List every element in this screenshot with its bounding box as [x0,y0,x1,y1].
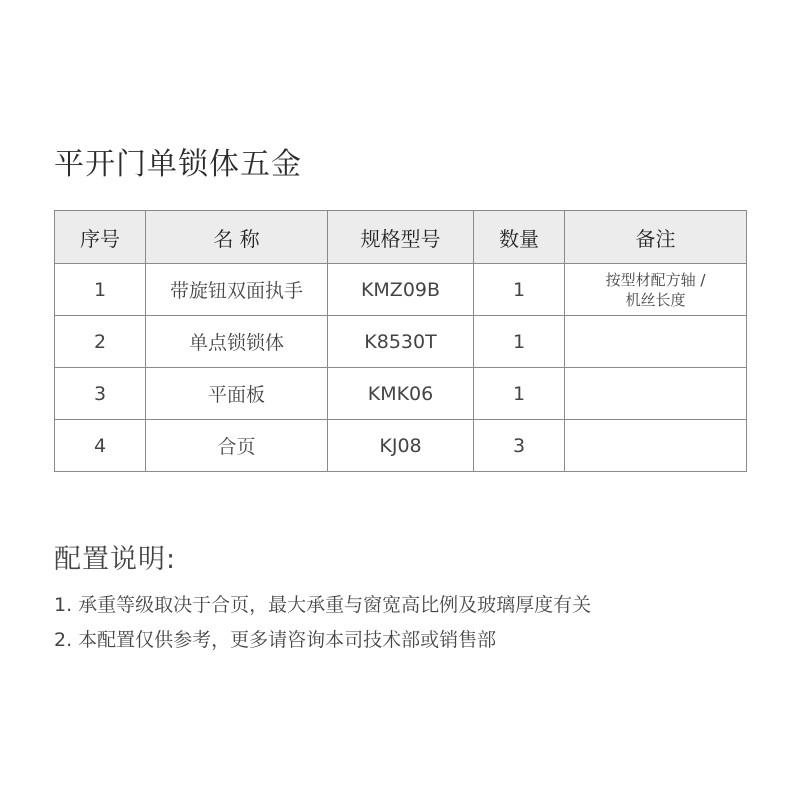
config-section-title: 配置说明: [54,544,177,575]
table-header-row [55,211,747,264]
cell-model: KMZ09B [328,264,474,316]
cell-note [565,368,747,420]
cell-name: 合页 [146,420,328,472]
cell-index: 4 [55,420,146,472]
cell-qty: 1 [474,316,565,368]
cell-model: KJ08 [328,420,474,472]
cell-name: 带旋钮双面执手 [146,264,328,316]
cell-note [565,264,747,316]
header-index: 序号 [55,211,146,264]
cell-qty: 1 [474,368,565,420]
table-row [55,316,747,368]
page-title: 平开门单锁体五金 [54,147,302,182]
table-row [55,420,747,472]
hardware-spec-table [54,210,747,472]
header-qty: 数量 [474,211,565,264]
cell-name: 平面板 [146,368,328,420]
cell-note-line2: 机丝长度 [625,290,686,309]
cell-qty: 3 [474,420,565,472]
header-model: 规格型号 [328,211,474,264]
cell-note [565,420,747,472]
header-name: 名 称 [146,211,328,264]
cell-model: K8530T [328,316,474,368]
cell-name: 单点锁锁体 [146,316,328,368]
cell-note-line1: 按型材配方轴 / [605,270,706,289]
cell-qty: 1 [474,264,565,316]
config-note-1: 1. 承重等级取决于合页，最大承重与窗宽高比例及玻璃厚度有关 [54,594,592,616]
header-note: 备注 [565,211,747,264]
cell-model: KMK06 [328,368,474,420]
cell-index: 3 [55,368,146,420]
cell-index: 1 [55,264,146,316]
cell-note [565,316,747,368]
table-row [55,264,747,316]
cell-index: 2 [55,316,146,368]
config-note-2: 2. 本配置仅供参考，更多请咨询本司技术部或销售部 [54,629,497,651]
table-row [55,368,747,420]
